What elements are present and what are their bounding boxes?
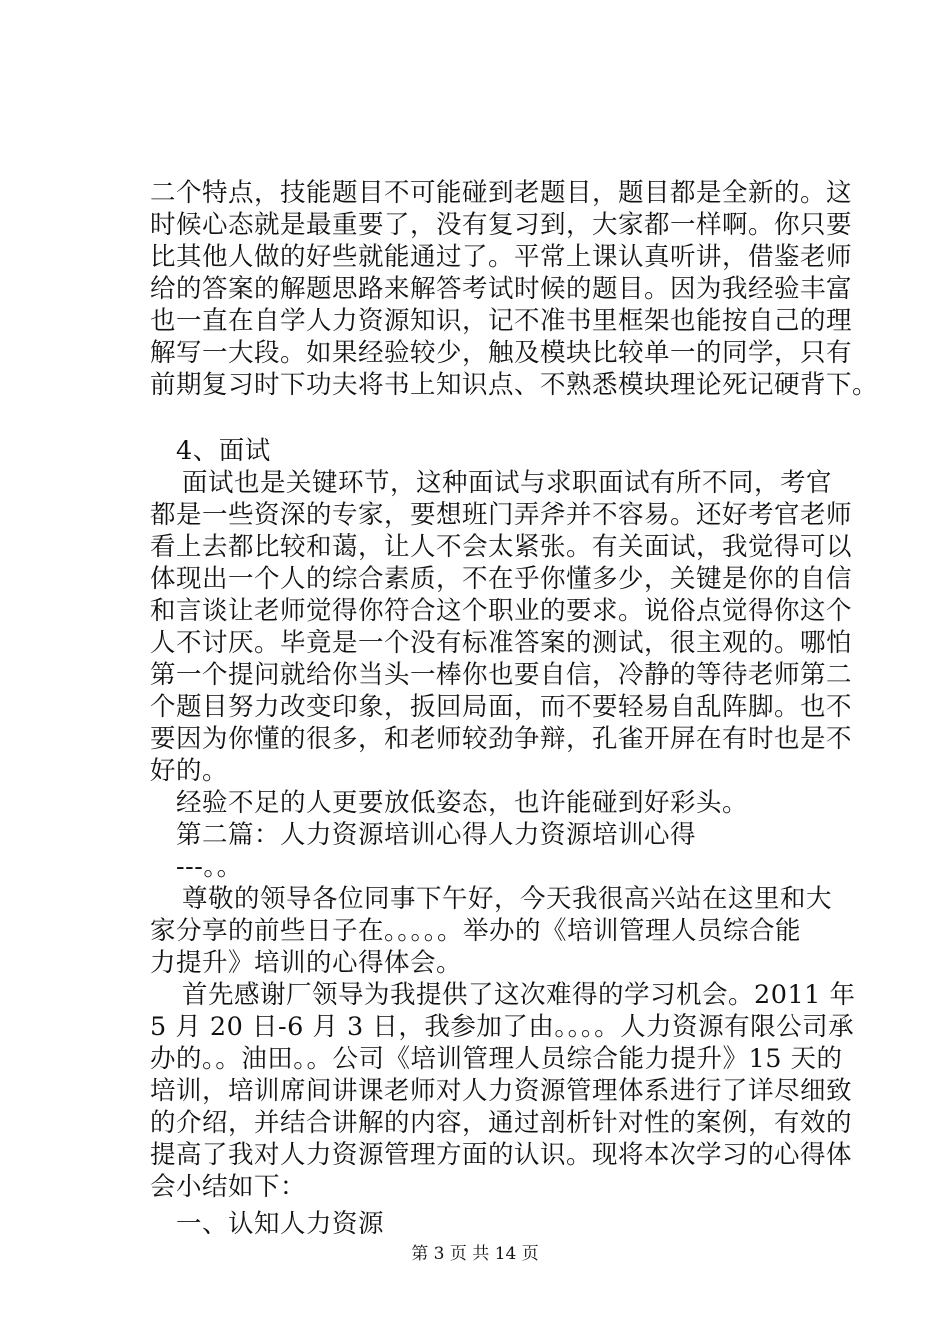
section-heading: 4、面试 bbox=[176, 436, 271, 466]
body-text-line: 5 月 20 日-6 月 3 日，我参加了由。。。。人力资源有限公司承 bbox=[150, 1012, 855, 1042]
body-text-line: 的介绍，并结合讲解的内容，通过剖析针对性的案例，有效的 bbox=[150, 1108, 853, 1138]
page-number-footer: 第 3 页 共 14 页 bbox=[411, 1244, 539, 1264]
body-text-line: 办的。。油田。。公司《培训管理人员综合能力提升》15 天的 bbox=[150, 1044, 843, 1074]
body-text-line: 体现出一个人的综合素质，不在乎你懂多少，关键是你的自信 bbox=[150, 564, 853, 594]
body-text-line: 人不讨厌。毕竟是一个没有标准答案的测试，很主观的。哪怕 bbox=[150, 628, 853, 658]
body-text-line: 要因为你懂的很多，和老师较劲争辩，孔雀开屏在有时也是不 bbox=[150, 724, 853, 754]
paragraph-first-line: 首先感谢厂领导为我提供了这次难得的学习机会。2011 年 bbox=[182, 980, 856, 1010]
body-text-line: 前期复习时下功夫将书上知识点、不熟悉模块理论死记硬背下。 bbox=[150, 370, 879, 400]
body-text-line: 解写一大段。如果经验较少，触及模块比较单一的同学，只有 bbox=[150, 338, 853, 368]
body-text-line: 都是一些资深的专家，要想班门弄斧并不容易。还好考官老师 bbox=[150, 500, 853, 530]
body-text-line: 时候心态就是最重要了，没有复习到，大家都一样啊。你只要 bbox=[150, 210, 853, 240]
body-text-line: 好的。 bbox=[150, 756, 229, 786]
body-text-line: 提高了我对人力资源管理方面的认识。现将本次学习的心得体 bbox=[150, 1140, 853, 1170]
body-text-line: 和言谈让老师觉得你符合这个职业的要求。说俗点觉得你这个 bbox=[150, 596, 853, 626]
body-text-line: 也一直在自学人力资源知识，记不准书里框架也能按自己的理 bbox=[150, 306, 853, 336]
paragraph-first-line: 经验不足的人更要放低姿态，也许能碰到好彩头。 bbox=[176, 788, 749, 818]
chapter-heading-continuation: ---。。 bbox=[176, 852, 243, 882]
body-text-line: 看上去都比较和蔼，让人不会太紧张。有关面试，我觉得可以 bbox=[150, 532, 853, 562]
body-text-line: 培训，培训席间讲课老师对人力资源管理体系进行了详尽细致 bbox=[150, 1076, 853, 1106]
body-text-line: 家分享的前些日子在。。。。。举办的《培训管理人员综合能 bbox=[150, 916, 802, 946]
body-text-line: 比其他人做的好些就能通过了。平常上课认真听讲，借鉴老师 bbox=[150, 242, 853, 272]
body-text-line: 第一个提问就给你当头一棒你也要自信，冷静的等待老师第二 bbox=[150, 660, 853, 690]
body-text-line: 会小结如下： bbox=[150, 1172, 307, 1202]
body-text-line: 力提升》培训的心得体会。 bbox=[150, 948, 463, 978]
body-text-line: 二个特点，技能题目不可能碰到老题目，题目都是全新的。这 bbox=[150, 178, 853, 208]
paragraph-first-line: 面试也是关键环节，这种面试与求职面试有所不同，考官 bbox=[182, 468, 833, 498]
body-text-line: 给的答案的解题思路来解答考试时候的题目。因为我经验丰富 bbox=[150, 274, 853, 304]
chapter-heading: 第二篇：人力资源培训心得人力资源培训心得 bbox=[176, 820, 697, 850]
body-text-line: 个题目努力改变印象，扳回局面，而不要轻易自乱阵脚。也不 bbox=[150, 692, 853, 722]
section-heading: 一、认知人力资源 bbox=[176, 1209, 385, 1239]
paragraph-first-line: 尊敬的领导各位同事下午好，今天我很高兴站在这里和大 bbox=[182, 884, 833, 914]
